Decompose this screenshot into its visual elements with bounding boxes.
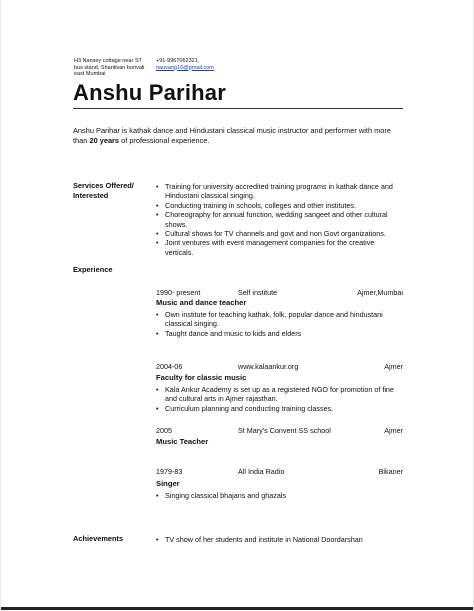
job-org: St Mary's Convent SS school: [238, 426, 331, 435]
list-item: • Own institute for teaching kathak, folk, popular dance and hindustani classical singing.: [155, 310, 395, 329]
job-period: 1990- present: [156, 288, 201, 297]
job-period: 1979-83: [156, 467, 183, 476]
contact-block: [156, 58, 236, 71]
list-item: • Conducting training in schools, colleges and other institutes.: [155, 201, 395, 210]
summary-paragraph: [73, 126, 405, 146]
list-item: • Choreography for annual function, wedding sangeet and other cultural shows.: [155, 210, 395, 229]
list-item: • Singing classical bhajans and ghazals: [155, 491, 395, 500]
job-period: 2005: [156, 426, 172, 435]
services-heading-line1: Services Offered/: [73, 181, 134, 190]
summary-text: Anshu Parihar is kathak dance and Hindustani classical music instructor and performer with more than: [73, 126, 391, 145]
services-heading: [73, 181, 134, 200]
job-title: Faculty for classic music: [156, 373, 247, 382]
list-item: • Cultural shows for TV channels and govt and non Govt organizations.: [155, 229, 395, 238]
job-title: Singer: [156, 479, 180, 488]
job-location: Ajmer,Mumbai: [357, 288, 403, 297]
phone-number: +91-9967062321,: [156, 58, 200, 64]
address-line: east Mumbai: [74, 71, 106, 77]
candidate-name: Anshu Parihar: [73, 80, 226, 105]
job-period: 2004-06: [156, 362, 183, 371]
address-line: H3 Nansey cottage near ST: [74, 58, 142, 64]
page-bottom-border: [1, 607, 473, 610]
job-org: All India Radio: [238, 467, 285, 476]
list-item: • Joint ventures with event management companies for the creative verticals.: [155, 238, 395, 257]
list-item: • Taught dance and music to kids and elders: [155, 329, 395, 338]
job-location: Bikaner: [378, 467, 403, 476]
address-line: bus stand, Shantivan borivali: [74, 64, 145, 71]
services-heading-line2: Interested: [73, 190, 109, 200]
header-divider: [73, 108, 403, 109]
job-location: Ajmer: [384, 426, 403, 435]
job-location: Ajmer: [384, 362, 403, 371]
job-duties: [155, 491, 395, 500]
job-org: www.kalaankur.org: [238, 362, 299, 371]
job-duties: [155, 385, 395, 413]
achievements-heading: Achievements: [73, 534, 124, 543]
achievements-list: [155, 535, 405, 544]
services-list: [155, 182, 395, 257]
job-title: Music Teacher: [156, 437, 209, 446]
list-item: • Curriculum planning and conducting training classes.: [155, 404, 395, 413]
experience-heading: Experience: [73, 265, 113, 274]
list-item: • Training for university accredited training programs in kathak dance and Hindustani classical singing.: [155, 182, 395, 201]
job-title: Music and dance teacher: [156, 298, 247, 307]
address-block: [74, 58, 154, 78]
job-org: Self institute: [238, 288, 278, 297]
email-link[interactable]: nauvang16@gmail.com: [156, 64, 214, 71]
summary-text-end: of professional experience.: [119, 136, 210, 145]
job-duties: [155, 310, 395, 338]
list-item: • Kala Ankur Academy is set up as a registered NGO for promotion of fine and cultural arts in Ajmer rajasthan.: [155, 385, 395, 404]
summary-years: 20 years: [89, 136, 120, 145]
list-item: • TV show of her students and institute in National Doordarshan: [155, 535, 405, 544]
